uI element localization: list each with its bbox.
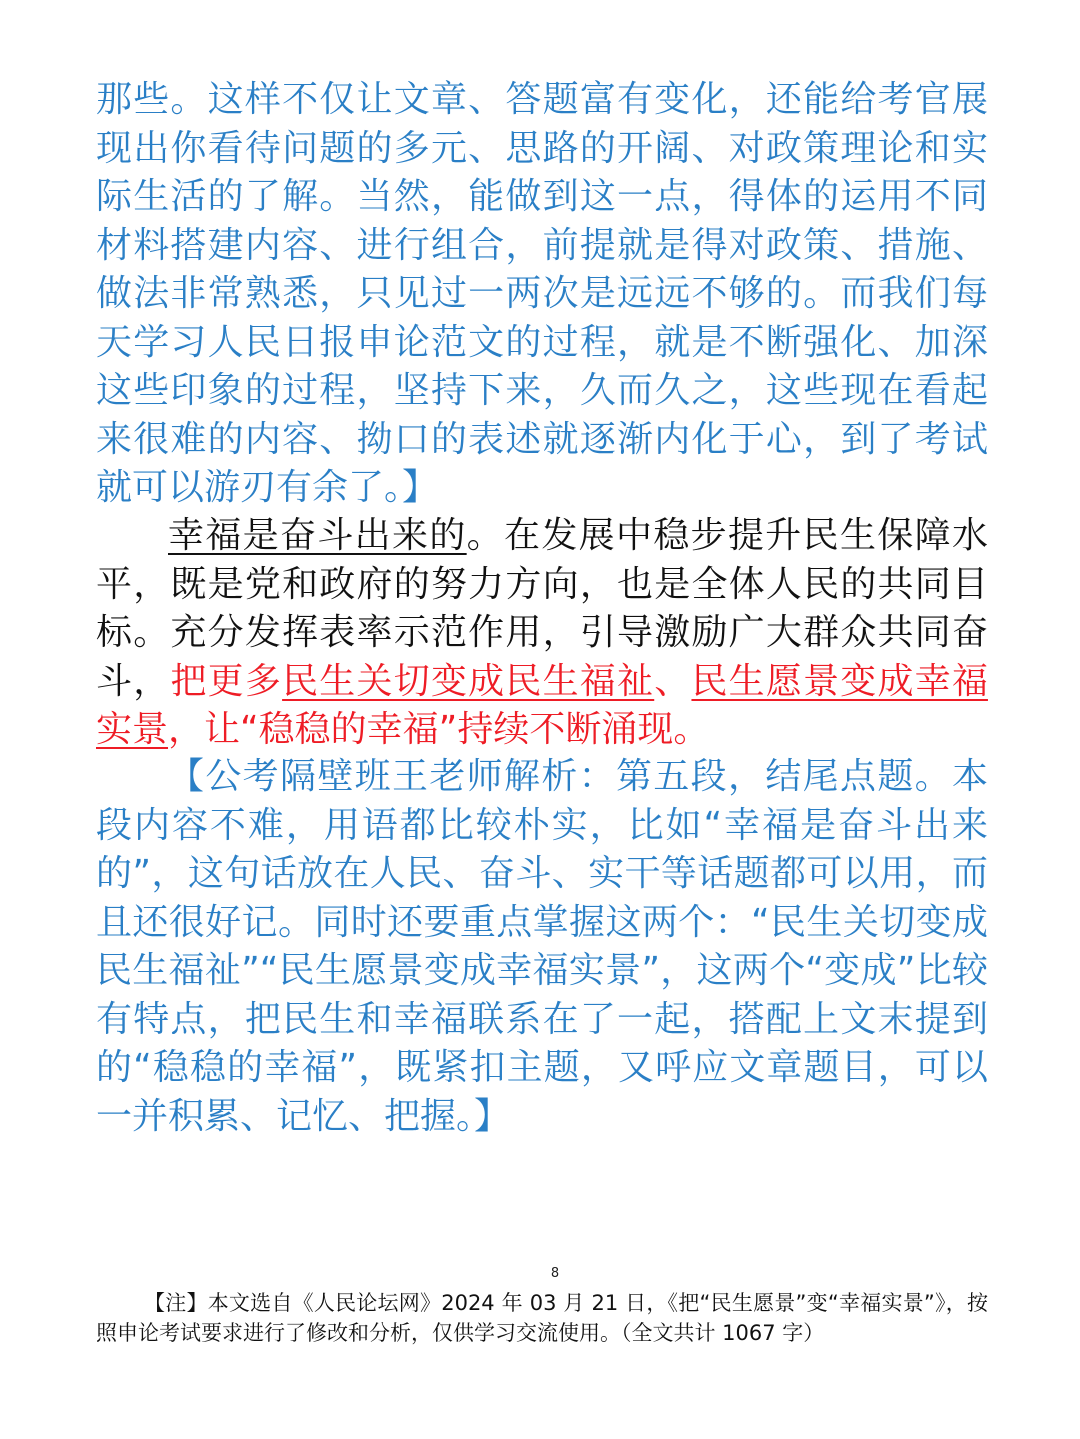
teacher-analysis-paragraph: 【公考隔壁班王老师解析：第五段，结尾点题。本段内容不难，用语都比较朴实，比如“幸福是奋斗出来的”，这句话放在人民、奋斗、实干等话题都可以用，而且还很好记。同时还要重点掌握这两个：“民生关切变成民生福祉”“民生愿景变成幸福实景”，这两个“变成”比较有特点，把民生和幸福联系在了一起，搭配上文末提到的“稳稳的幸福”，既紧扣主题，又呼应文章题目，可以一并积累、记忆、把握。】: [96, 756, 988, 1137]
red-separator: 、: [654, 660, 692, 702]
red-underlined-phrase-2: 民生愿景变成幸福实景: [96, 660, 988, 750]
essay-body-text: 。在发展中稳步提升民生保障水平，既是党和政府的努力方向，也是全体人民的共同目标。充分发挥表率示范作用，引导激励广大群众共同奋斗，: [96, 515, 988, 702]
page-number: 8: [550, 1266, 560, 1281]
red-underlined-phrase-1: 民生关切变成民生福祉: [282, 660, 655, 702]
red-emphasis-text: 把更多: [170, 660, 283, 702]
analysis-paragraph-continued: 那些。这样不仅让文章、答题富有变化，还能给考官展现出你看待问题的多元、思路的开阔、对政策理论和实际生活的了解。当然，能做到这一点，得体的运用不同材料搭建内容、进行组合，前提就是得对政策、措施、做法非常熟悉，只见过一两次是远远不够的。而我们每天学习人民日报申论范文的过程，就是不断强化、加深这些印象的过程，坚持下来，久而久之，这些现在看起来很难的内容、拗口的表述就逐渐内化于心，到了考试就可以游刃有余了。】: [96, 79, 988, 508]
red-emphasis-ending: ，让“稳稳的幸福”持续不断涌现。: [168, 709, 710, 750]
underlined-heading-sentence: 幸福是奋斗出来的: [168, 515, 467, 556]
essay-paragraph-five: [96, 512, 988, 755]
source-footnote: 【注】本文选自《人民论坛网》2024 年 03 月 21 日，《把“民生愿景”变“幸福实景”》，按照申论考试要求进行了修改和分析，仅供学习交流使用。（全文共计 1067 字）: [96, 1291, 988, 1345]
